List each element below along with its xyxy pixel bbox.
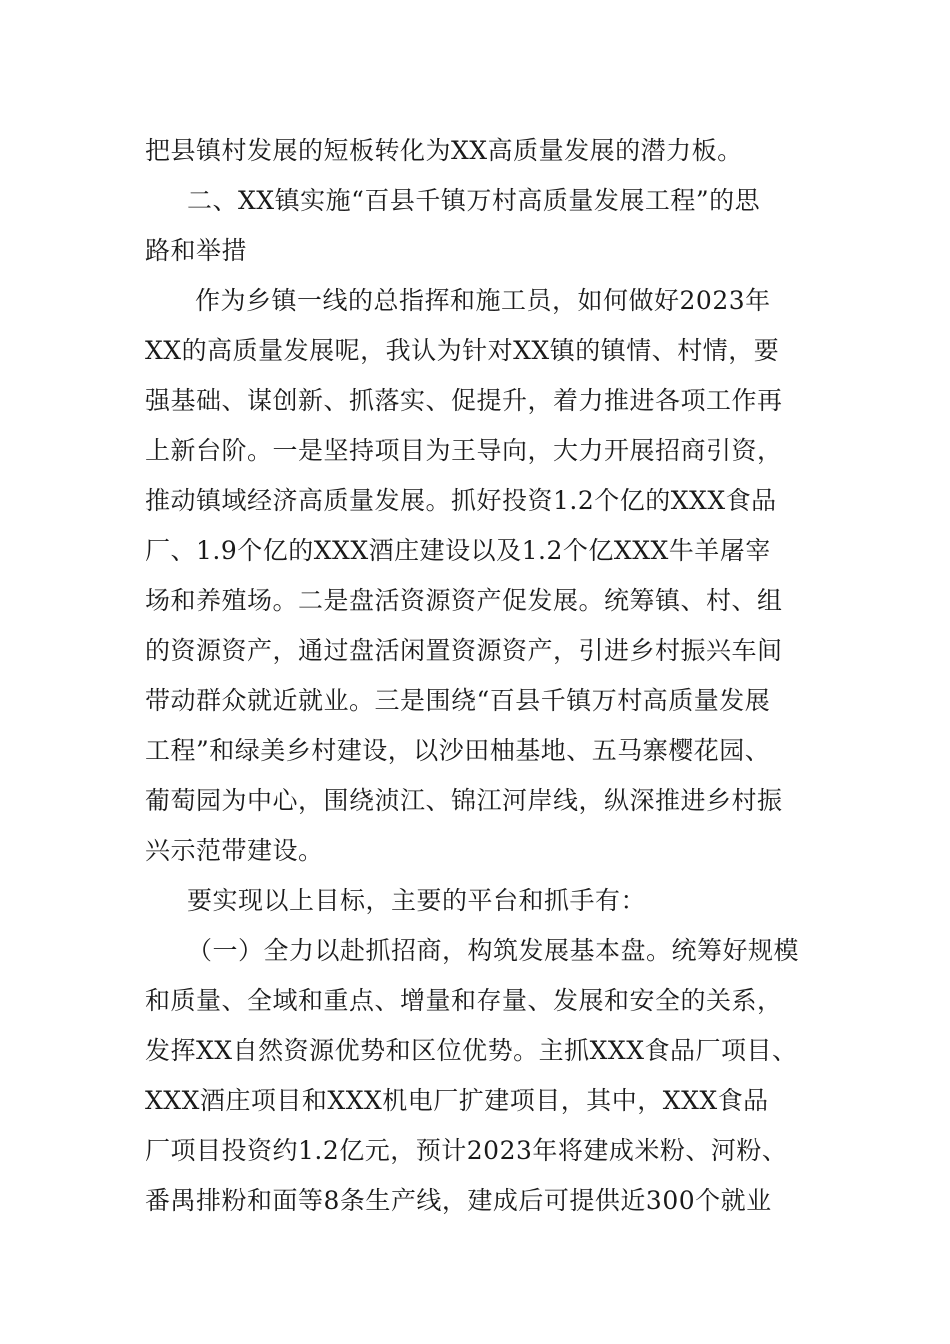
text-line: 番禺排粉和面等8条生产线，建成后可提供近300个就业 xyxy=(145,1186,772,1215)
text-line: 把县镇村发展的短板转化为XX高质量发展的潜力板。 xyxy=(145,136,743,165)
text-line: 兴示范带建设。 xyxy=(145,836,324,865)
text-line: XXX酒庄项目和XXX机电厂扩建项目，其中，XXX食品 xyxy=(145,1086,769,1115)
text-line: 发挥XX自然资源优势和区位优势。主抓XXX食品厂项目、 xyxy=(145,1036,798,1065)
text-line: 带动群众就近就业。三是围绕“百县千镇万村高质量发展 xyxy=(145,686,771,715)
text-line: 上新台阶。一是坚持项目为王导向，大力开展招商引资， xyxy=(145,436,783,465)
text-line: 和质量、全域和重点、增量和存量、发展和安全的关系， xyxy=(145,986,783,1015)
section-heading-line: 路和举措 xyxy=(145,236,248,265)
document-body xyxy=(145,126,810,1226)
text-line: 要实现以上目标，主要的平台和抓手有： xyxy=(187,886,647,915)
text-line: 工程”和绿美乡村建设，以沙田柚基地、五马寨樱花园、 xyxy=(145,736,771,765)
text-line: 厂、1.9个亿的XXX酒庄建设以及1.2个亿XXX牛羊屠宰 xyxy=(145,536,771,565)
text-line: XX的高质量发展呢，我认为针对XX镇的镇情、村情，要 xyxy=(145,336,780,365)
text-line: 强基础、谋创新、抓落实、促提升，着力推进各项工作再 xyxy=(145,386,783,415)
section-heading-line: 二、XX镇实施“百县千镇万村高质量发展工程”的思 xyxy=(187,186,761,215)
text-line: 厂项目投资约1.2亿元，预计2023年将建成米粉、河粉、 xyxy=(145,1136,788,1165)
text-line: 作为乡镇一线的总指挥和施工员，如何做好2023年 xyxy=(195,286,771,315)
text-line: 的资源资产，通过盘活闲置资源资产，引进乡村振兴车间 xyxy=(145,636,783,665)
subsection-heading-line: （一）全力以赴抓招商，构筑发展基本盘。统筹好规模 xyxy=(187,936,800,965)
text-line: 葡萄园为中心，围绕浈江、锦江河岸线，纵深推进乡村振 xyxy=(145,786,783,815)
text-line: 推动镇域经济高质量发展。抓好投资1.2个亿的XXX食品 xyxy=(145,486,777,515)
text-line: 场和养殖场。二是盘活资源资产促发展。统筹镇、村、组 xyxy=(145,586,783,615)
